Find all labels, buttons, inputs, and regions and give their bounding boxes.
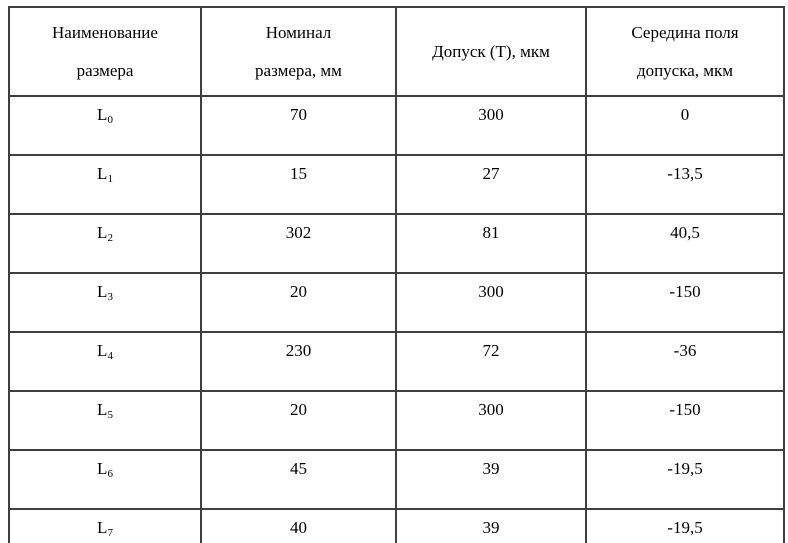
cell-tolerance: 81: [396, 214, 586, 273]
header-dimension-name: [9, 7, 201, 96]
table-row: [9, 273, 784, 332]
table-row: [9, 96, 784, 155]
cell-tolerance: 39: [396, 509, 586, 543]
dimension-letter: L: [97, 400, 108, 419]
dimension-letter: L: [97, 459, 108, 478]
cell-tolerance: 300: [396, 391, 586, 450]
header-line: размера: [76, 60, 134, 80]
dimension-subscript: 7: [107, 527, 113, 539]
cell-nominal: 20: [201, 273, 396, 332]
cell-mid-tolerance: -19,5: [586, 509, 784, 543]
header-line: Середина поля: [631, 22, 739, 42]
cell-nominal: 40: [201, 509, 396, 543]
cell-tolerance: 300: [396, 273, 586, 332]
cell-mid-tolerance: -150: [586, 273, 784, 332]
table-row: [9, 155, 784, 214]
cell-mid-tolerance: -19,5: [586, 450, 784, 509]
cell-dimension-name: [9, 155, 201, 214]
cell-tolerance: 39: [396, 450, 586, 509]
cell-dimension-name: [9, 273, 201, 332]
dimension-letter: L: [97, 164, 108, 183]
cell-nominal: 302: [201, 214, 396, 273]
cell-mid-tolerance: -13,5: [586, 155, 784, 214]
dimension-subscript: 4: [107, 350, 113, 362]
cell-dimension-name: [9, 450, 201, 509]
dimension-subscript: 5: [107, 409, 113, 421]
table-header-row: [9, 7, 784, 96]
cell-nominal: 20: [201, 391, 396, 450]
cell-dimension-name: [9, 391, 201, 450]
cell-nominal: 230: [201, 332, 396, 391]
cell-dimension-name: [9, 509, 201, 543]
table-row: [9, 332, 784, 391]
dimension-letter: L: [97, 518, 108, 537]
table-row: [9, 509, 784, 543]
dimension-subscript: 6: [107, 468, 113, 480]
cell-nominal: 70: [201, 96, 396, 155]
dimension-letter: L: [97, 105, 108, 124]
dimension-subscript: 1: [107, 173, 113, 185]
dimension-subscript: 0: [107, 114, 113, 126]
dimension-subscript: 3: [107, 291, 113, 303]
dimension-letter: L: [97, 341, 108, 360]
cell-dimension-name: [9, 214, 201, 273]
cell-nominal: 15: [201, 155, 396, 214]
cell-mid-tolerance: -150: [586, 391, 784, 450]
dimension-letter: L: [97, 282, 108, 301]
table-row: [9, 214, 784, 273]
dimension-letter: L: [97, 223, 108, 242]
cell-mid-tolerance: 0: [586, 96, 784, 155]
cell-tolerance: 27: [396, 155, 586, 214]
header-line: Номинал: [265, 22, 332, 42]
dimension-subscript: 2: [107, 232, 113, 244]
table-row: [9, 391, 784, 450]
cell-tolerance: 300: [396, 96, 586, 155]
cell-dimension-name: [9, 96, 201, 155]
cell-mid-tolerance: 40,5: [586, 214, 784, 273]
header-line: Наименование: [52, 22, 158, 42]
header-line: размера, мм: [255, 60, 342, 80]
header-line: допуска, мкм: [636, 60, 734, 80]
table-row: [9, 450, 784, 509]
cell-mid-tolerance: -36: [586, 332, 784, 391]
cell-nominal: 45: [201, 450, 396, 509]
header-nominal-size: [201, 7, 396, 96]
tolerance-table: [8, 6, 785, 543]
header-mid-tolerance: [586, 7, 784, 96]
cell-tolerance: 72: [396, 332, 586, 391]
header-line: Допуск (Т), мкм: [432, 41, 550, 61]
cell-dimension-name: [9, 332, 201, 391]
header-tolerance: [396, 7, 586, 96]
